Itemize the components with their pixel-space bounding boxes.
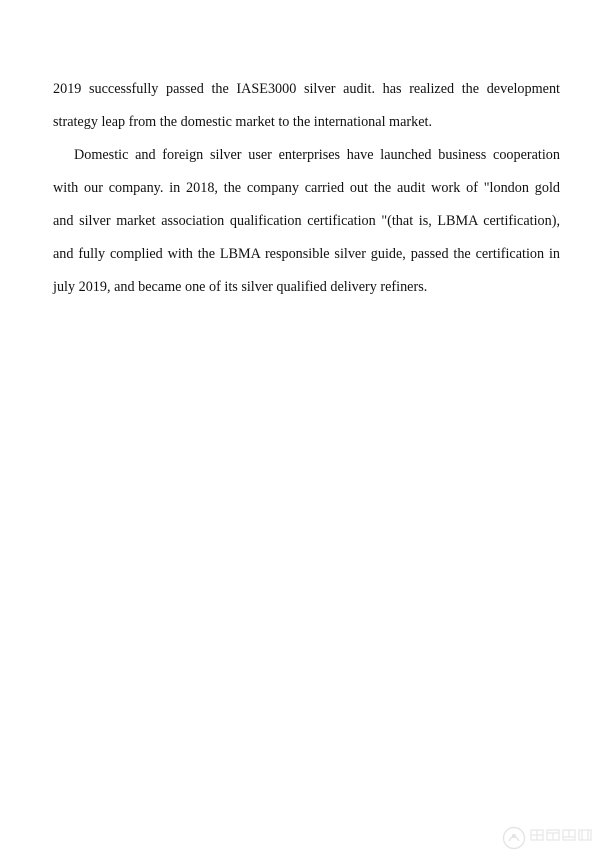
paragraph [53, 142, 560, 307]
watermark [502, 824, 598, 858]
paragraph [53, 76, 560, 142]
text-line: with our company. in 2018, the company carried out the audit work of "london gold [53, 180, 560, 196]
text-line: Domestic and foreign silver user enterprises have launched business cooperation [74, 147, 560, 163]
text-line: 2019 successfully passed the IASE3000 silver audit. has realized the development [53, 81, 560, 97]
document-body [53, 76, 560, 307]
text-line: july 2019, and became one of its silver qualified delivery refiners. [53, 279, 428, 295]
text-line: and fully complied with the LBMA responsible silver guide, passed the certification in [53, 246, 560, 262]
text-line: and silver market association qualification certification "(that is, LBMA certification), [53, 213, 560, 229]
watermark-logo-icon [502, 826, 526, 850]
watermark-text [530, 828, 592, 845]
watermark-glyphs [530, 828, 592, 842]
text-line: strategy leap from the domestic market to the international market. [53, 114, 432, 130]
